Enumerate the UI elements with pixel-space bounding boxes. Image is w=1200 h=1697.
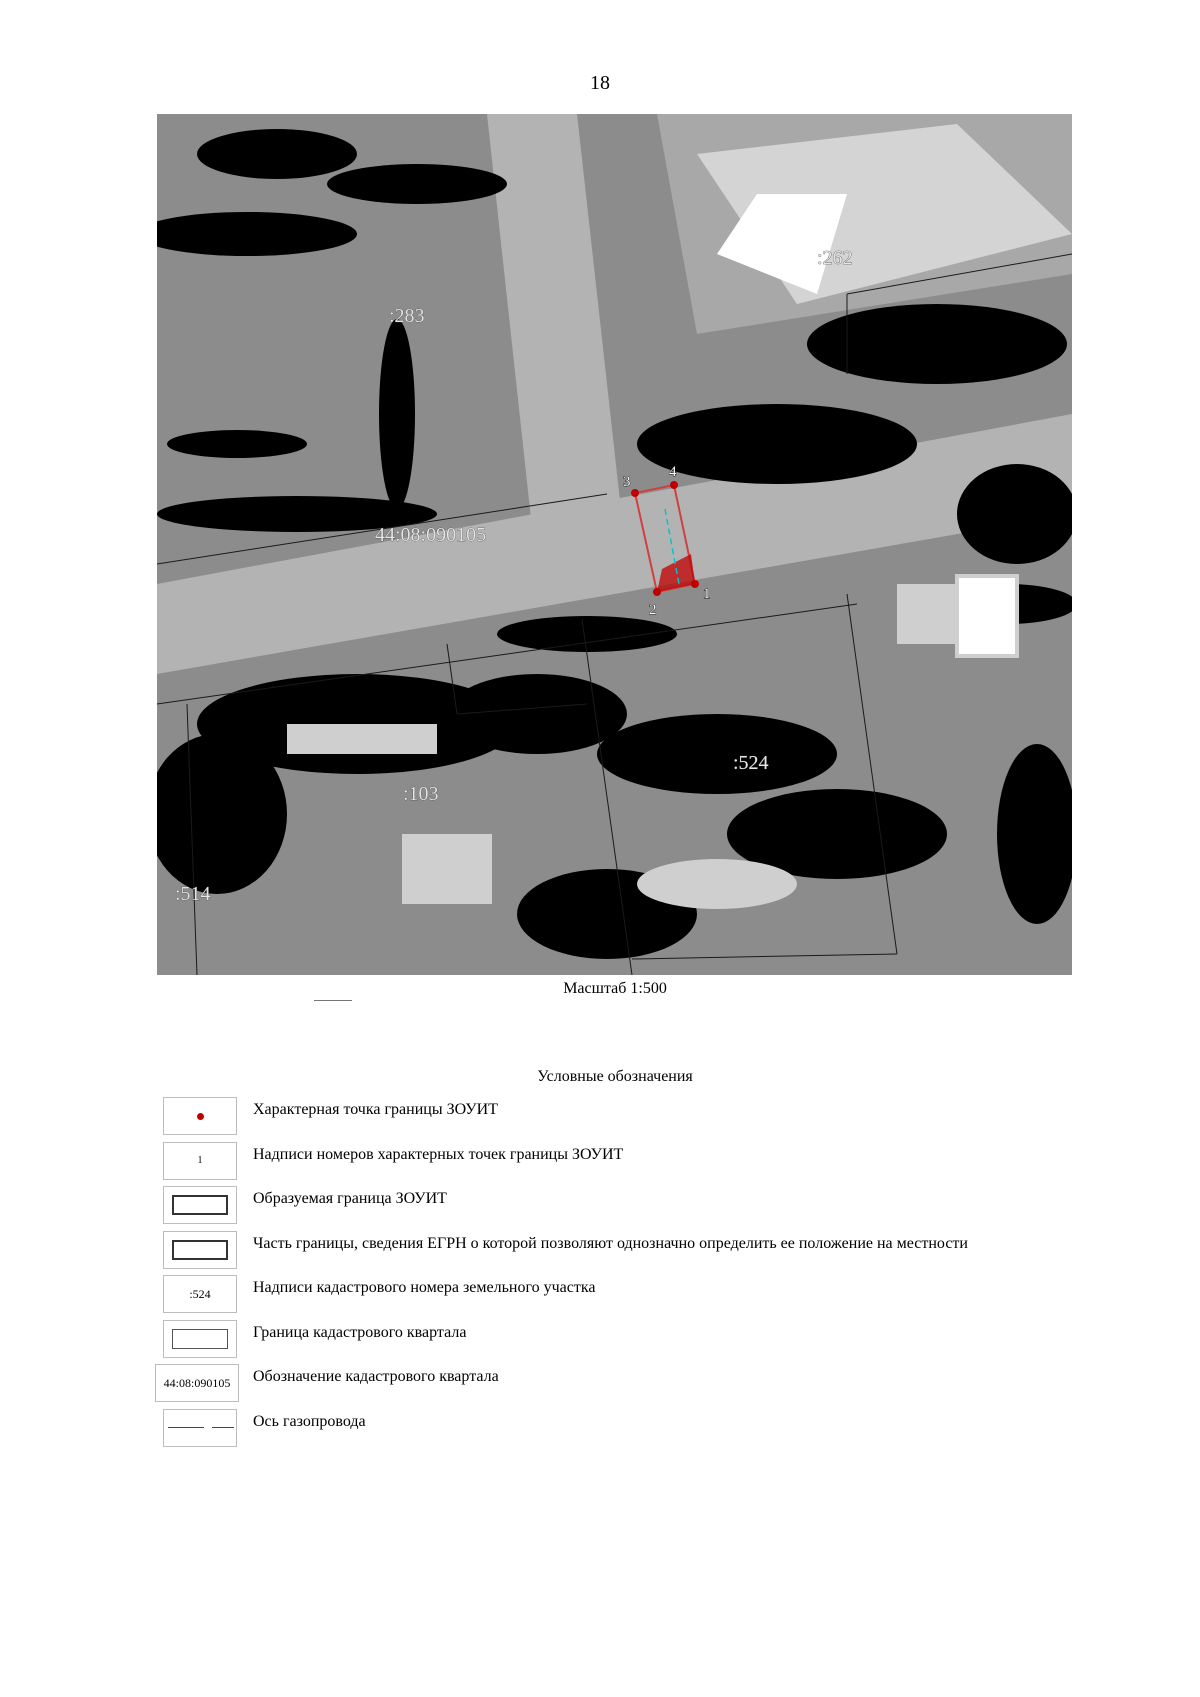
legend-text: Часть границы, сведения ЕГРН о которой позволяют однозначно определить ее положение на местности bbox=[253, 1234, 968, 1252]
point-number-symbol: 1 bbox=[163, 1142, 237, 1180]
legend-text: Надписи кадастрового номера земельного участка bbox=[253, 1279, 596, 1296]
legend-text: Ось газопровода bbox=[253, 1412, 366, 1430]
parcel-number-symbol: :524 bbox=[163, 1275, 237, 1313]
quarter-number-symbol: 44:08:090105 bbox=[155, 1364, 239, 1402]
scale-bar bbox=[314, 1000, 352, 1001]
legend-item bbox=[155, 1097, 1115, 1142]
point-1 bbox=[691, 580, 699, 588]
point-4 bbox=[670, 481, 678, 489]
legend-item bbox=[155, 1275, 1115, 1320]
legend-text: Обозначение кадастрового квартала bbox=[253, 1368, 499, 1385]
point-label-4: 4 bbox=[669, 464, 677, 480]
point-2 bbox=[653, 588, 661, 596]
legend-title: Условные обозначения bbox=[537, 1068, 693, 1085]
dashed-line-icon bbox=[164, 1409, 236, 1447]
point-label-1: 1 bbox=[703, 586, 711, 602]
rect-icon bbox=[172, 1195, 228, 1215]
legend-text: Надписи номеров характерных точек границы ЗОУИТ bbox=[253, 1145, 624, 1163]
egrn-boundary-symbol bbox=[163, 1231, 237, 1269]
parcel-label-103: :103 bbox=[403, 783, 439, 805]
point-label-3: 3 bbox=[623, 474, 631, 490]
legend-text: Образуемая граница ЗОУИТ bbox=[253, 1190, 447, 1207]
legend-item bbox=[155, 1231, 1115, 1276]
legend-item bbox=[155, 1364, 1115, 1409]
legend-item bbox=[155, 1320, 1115, 1365]
point-3 bbox=[631, 489, 639, 497]
legend-text: Граница кадастрового квартала bbox=[253, 1323, 467, 1341]
parcel-label-524: :524 bbox=[733, 752, 769, 774]
parcel-label-514: :514 bbox=[175, 883, 211, 905]
point-label-2: 2 bbox=[649, 602, 657, 618]
quarter-label: 44:08:090105 bbox=[375, 524, 487, 546]
map-image bbox=[157, 114, 1072, 975]
rect-icon bbox=[172, 1240, 228, 1260]
gas-axis-symbol bbox=[163, 1409, 237, 1447]
quarter-boundary-symbol bbox=[163, 1320, 237, 1358]
characteristic-point-symbol bbox=[163, 1097, 237, 1135]
white-building bbox=[957, 576, 1017, 656]
legend-item bbox=[155, 1186, 1115, 1231]
legend-text: Характерная точка границы ЗОУИТ bbox=[253, 1101, 498, 1118]
parcel-label-283: :283 bbox=[389, 305, 425, 327]
cadastral-map[interactable] bbox=[157, 114, 1072, 975]
new-boundary-symbol bbox=[163, 1186, 237, 1224]
legend-item bbox=[155, 1142, 1115, 1187]
parcel-label-262: :262 bbox=[817, 247, 853, 269]
legend-item bbox=[155, 1409, 1115, 1454]
legend bbox=[155, 1097, 1115, 1453]
rect-icon bbox=[172, 1329, 228, 1349]
red-dot-icon bbox=[197, 1113, 204, 1120]
map-scale: Масштаб 1:500 bbox=[563, 980, 667, 997]
page-number: 18 bbox=[590, 72, 610, 94]
